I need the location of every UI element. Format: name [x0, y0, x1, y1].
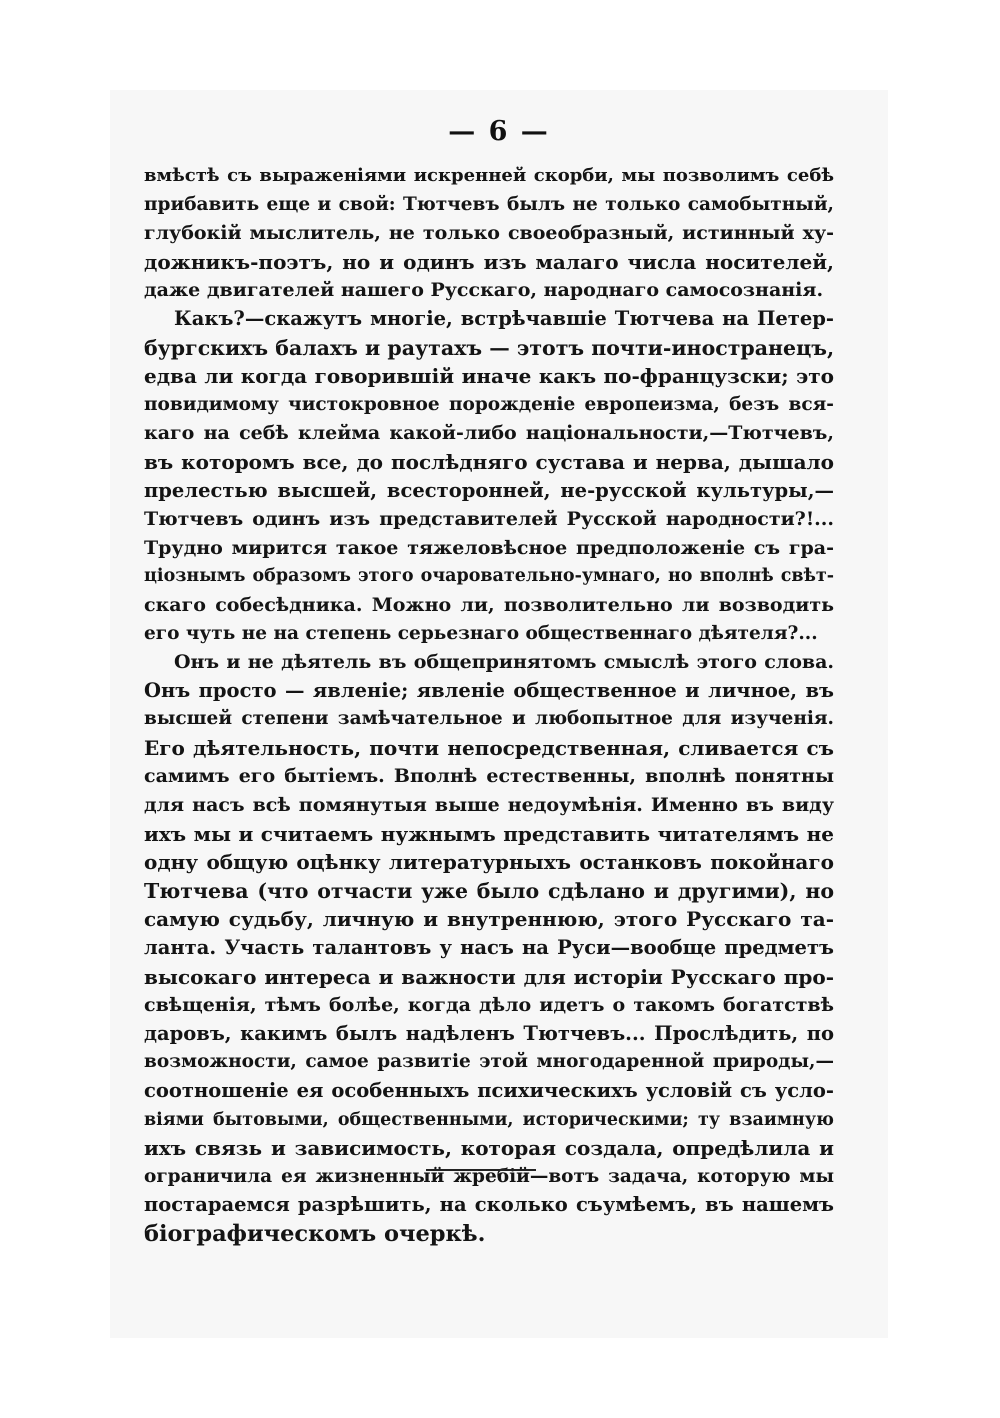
text-line: высшей степени замѣчательное и любопытное для изученія. — [144, 708, 834, 730]
text-line: ланта. Участь талантовъ у насъ на Руси—вообще предметъ — [144, 936, 834, 960]
text-line: каго на себѣ клейма какой-либо національности,—Тютчевъ, — [144, 422, 834, 445]
text-line: Какъ?—скажутъ многіе, встрѣчавшіе Тютчева на Петер- — [174, 306, 834, 330]
body-text — [144, 162, 834, 1249]
text-line: самую судьбу, личную и внутреннюю, этого Русскаго та- — [144, 907, 834, 932]
text-line: самимъ его бытіемъ. Вполнѣ естественны, вполнѣ понятны — [144, 765, 834, 788]
text-line: для насъ всѣ помянутыя выше недоумѣнія. Именно въ виду — [144, 794, 834, 817]
text-line: ціознымъ образомъ этого очаровательно-умнаго, но вполнѣ свѣт- — [144, 566, 834, 587]
text-line: одну общую оцѣнку литературныхъ останковъ покойнаго — [144, 850, 834, 875]
text-line: Трудно мирится такое тяжеловѣсное предположеніе съ гра- — [144, 536, 834, 559]
page-number: — 6 — — [448, 116, 550, 147]
text-line: біографическомъ очеркѣ. — [144, 1220, 486, 1247]
text-line: высокаго интереса и важности для исторіи Русскаго про- — [144, 964, 834, 989]
text-line: повидимому чистокровное порожденіе европеизма, безъ вся- — [144, 393, 834, 415]
text-line: едва ли когда говорившій иначе какъ по-французски; это — [144, 364, 834, 389]
text-line: соотношеніе ея особенныхъ психическихъ условій съ усло- — [144, 1079, 834, 1102]
text-line: віями бытовыми, общественными, историческими; ту взаимную — [144, 1109, 834, 1130]
text-line: ограничила ея жизненный жребій—вотъ задача, которую мы — [144, 1165, 834, 1187]
text-line: даровъ, какимъ былъ надѣленъ Тютчевъ... Прослѣдить, по — [144, 1021, 834, 1045]
text-line: ихъ мы и считаемъ нужнымъ представить читателямъ не — [144, 821, 834, 846]
text-line: даже двигателей нашего Русскаго, народнаго самосознанія. — [144, 279, 824, 302]
text-line: вмѣстѣ съ выраженіями искренней скорби, мы позволимъ себѣ — [144, 165, 834, 186]
text-line: свѣщенія, тѣмъ болѣе, когда дѣло идетъ о такомъ богатствѣ — [144, 994, 834, 1017]
section-end-rule — [426, 1169, 536, 1171]
text-line: бургскихъ балахъ и раутахъ — этотъ почти-иностранецъ, — [144, 335, 834, 360]
text-line: Онъ и не дѣятель въ общепринятомъ смыслѣ этого слова. — [174, 651, 834, 674]
text-line: возможности, самое развитіе этой многодаренной природы,— — [144, 1051, 834, 1073]
text-line: Его дѣятельность, почти непосредственная, сливается съ — [144, 735, 834, 760]
text-line: Онъ просто — явленіе; явленіе общественное и личное, въ — [144, 678, 834, 702]
text-line: въ которомъ все, до послѣдняго сустава и нерва, дышало — [144, 449, 834, 474]
text-line: Тютчевъ одинъ изъ представителей Русской народности?!... — [144, 508, 834, 531]
text-line: прибавить еще и свой: Тютчевъ былъ не только самобытный, — [144, 193, 834, 215]
text-line: глубокій мыслитель, не только своеобразный, истинный ху- — [144, 222, 834, 245]
text-line: скаго собесѣдника. Можно ли, позволительно ли возводить — [144, 593, 834, 616]
text-line: прелестью высшей, всесторонней, не-русской культуры,— — [144, 478, 834, 502]
text-line: Тютчева (что отчасти уже было сдѣлано и другими), но — [144, 878, 834, 903]
text-line: дожникъ-поэтъ, но и одинъ изъ малаго числа носителей, — [144, 249, 834, 274]
text-line: постараемся разрѣшить, на сколько съумѣемъ, въ нашемъ — [144, 1193, 834, 1217]
text-line: его чуть не на степень серьезнаго общественнаго дѣятеля?... — [144, 622, 818, 644]
text-line: ихъ связь и зависимость, которая создала, опредѣлила и — [144, 1136, 834, 1161]
book-page — [110, 90, 888, 1338]
